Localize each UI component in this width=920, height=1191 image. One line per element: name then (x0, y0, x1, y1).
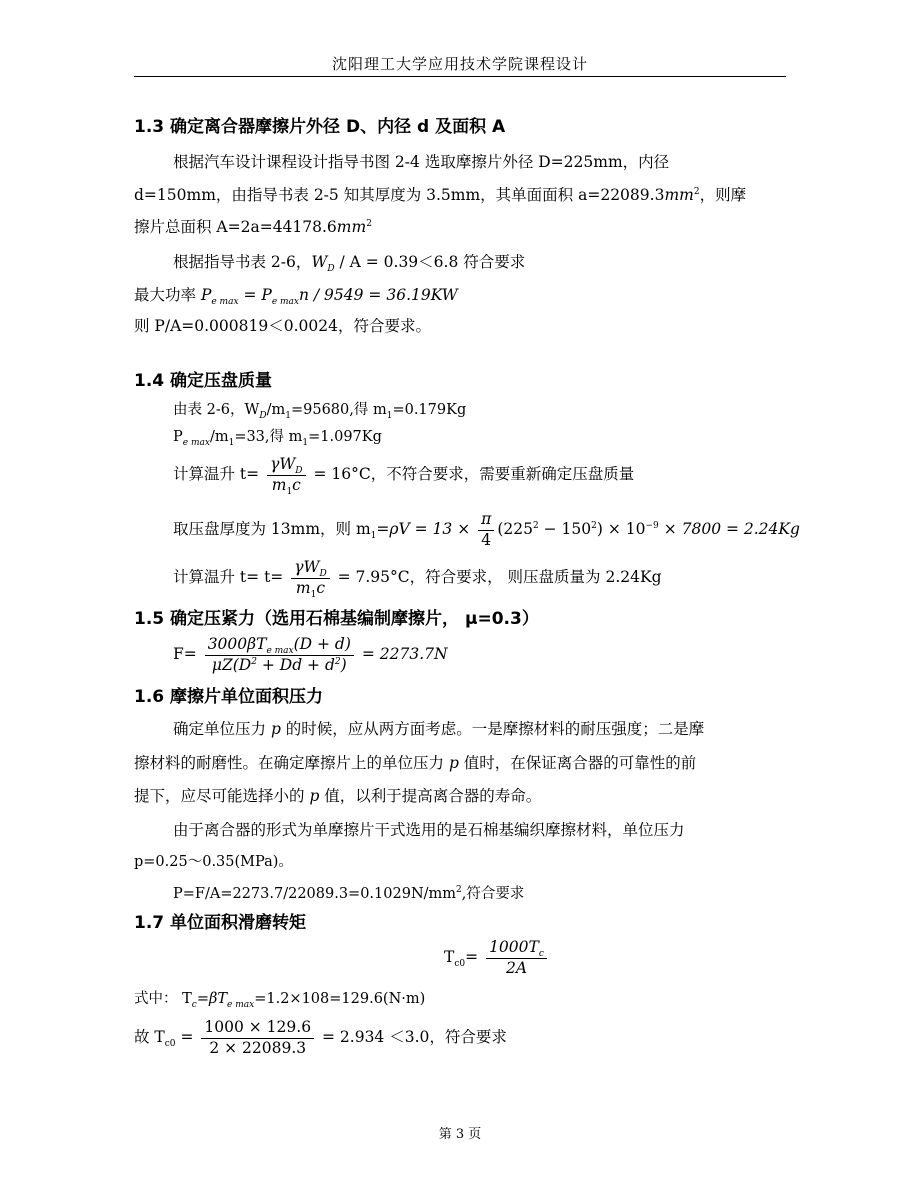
page-number: 第 3 页 (438, 1127, 482, 1142)
section-heading-1-5: 1.5 确定压紧力（选用石棉基编制摩擦片， μ=0.3） (134, 609, 539, 629)
para-1-3-line6: 则 P/A=0.000819＜0.0024，符合要求。 (134, 317, 431, 335)
section-heading-1-3: 1.3 确定离合器摩擦片外径 D、内径 d 及面积 A (134, 117, 506, 137)
para-1-7-formula: $T_{c0}=$ $\frac{1000T_c}{2A}$ (444, 940, 550, 976)
para-1-3-line4: 根据指导书表 2-6，$W_D / A = 0.39<6.8$ 符合要求 (173, 253, 526, 275)
temp-rise-fraction-2: $\frac{\gamma W_D}{m_1c}$ (291, 560, 329, 596)
para-1-5-formula: F= $\frac{3000\beta T_{e max}(D + d)}{\mu Z(D^2 + Dd + d^2)}$ = 2273.7N (173, 635, 448, 674)
para-1-4-calc2: 计算温升 t= t= $\frac{\gamma W_D}{m_1c}$ = 7.95°C，符合要求， 则压盘质量为 2.24Kg (173, 558, 662, 600)
para-1-6-line3: 提下，应尽可能选择小的 p 值，以利于提高离合器的寿命。 (134, 787, 542, 805)
para-1-6-line2: 擦材料的耐磨性。在确定摩擦片上的单位压力 p 值时，在保证离合器的可靠性的前 (134, 754, 697, 772)
torque-fraction: $\frac{1000T_c}{2A}$ (486, 940, 547, 976)
para-1-3-line3: 擦片总面积 $A=2a=44178.6mm^2$ (134, 218, 372, 236)
para-1-6-line4: 由于离合器的形式为单摩擦片干式选用的是石棉基编织摩擦材料，单位压力 (173, 821, 685, 839)
final-torque-fraction: $\frac{1000 \times 129.6}{2 \times 22089.3}$ (201, 1020, 314, 1056)
para-1-6-line6: $P=F/A=2273.7/22089.3=0.1029N/mm^2$,符合要求 (173, 885, 525, 902)
page-header: 沈阳理工大学应用技术学院课程设计 (331, 55, 588, 73)
header-rule (134, 76, 786, 77)
section-heading-1-7: 1.7 单位面积滑磨转矩 (134, 913, 307, 933)
para-1-4-line4: 取压盘厚度为 13mm，则 $m_1=\rho V = 13$ × $\frac{\pi}{4}$ $(225^2 - 150^2) \times 10^{-9} \times 7800 = 2.24Kg$ (173, 510, 800, 549)
section-heading-1-4: 1.4 确定压盘质量 (134, 371, 273, 391)
para-1-6-line1: 确定单位压力 p 的时候，应从两方面考虑。一是摩擦材料的耐压强度；二是摩 (173, 720, 705, 738)
para-1-6-line5: p=0.25～0.35(MPa)。 (134, 854, 293, 870)
temp-rise-fraction-1: $\frac{\gamma W_D}{m_1c}$ (267, 457, 305, 493)
para-1-4-calc1: 计算温升 t= $\frac{\gamma W_D}{m_1c}$ = 16°C，不符合要求，需要重新确定压盘质量 (173, 455, 635, 497)
section-heading-1-6: 1.6 摩擦片单位面积压力 (134, 687, 324, 707)
para-1-3-line5: 最大功率 $P_{e max} = P_{e max}n / 9549 = 36.19KW$ (134, 286, 458, 308)
para-1-7-line2: 式中： $T_c=\beta T_{e max}=1.2\times 108=129.6(N\cdot m)$ (134, 991, 426, 1010)
para-1-3-line1: 根据汽车设计课程设计指导书图 2-4 选取摩擦片外径 D=225mm，内径 (173, 153, 670, 171)
clamp-force-fraction: $\frac{3000\beta T_{e max}(D + d)}{\mu Z(D^2 + Dd + d^2)}$ (205, 637, 354, 673)
para-1-4-line2: $P_{e max}/m_1=33$,得 $m_1=1.097Kg$ (173, 429, 382, 448)
pi-over-4-fraction: $\frac{\pi}{4}$ (478, 512, 494, 548)
para-1-7-line3: 故 $T_{c0}$ = $\frac{1000 \times 129.6}{2 \times 22089.3}$ = 2.934 ＜3.0，符合要求 (134, 1018, 507, 1057)
para-1-3-line2: d=150mm，由指导书表 2-5 知其厚度为 3.5mm，其单面面积 $a=22089.3mm^2$，则摩 (134, 186, 747, 204)
para-1-4-line1: 由表 2-6，$W_D/m_1=95680$,得 $m_1=0.179Kg$ (173, 402, 467, 421)
